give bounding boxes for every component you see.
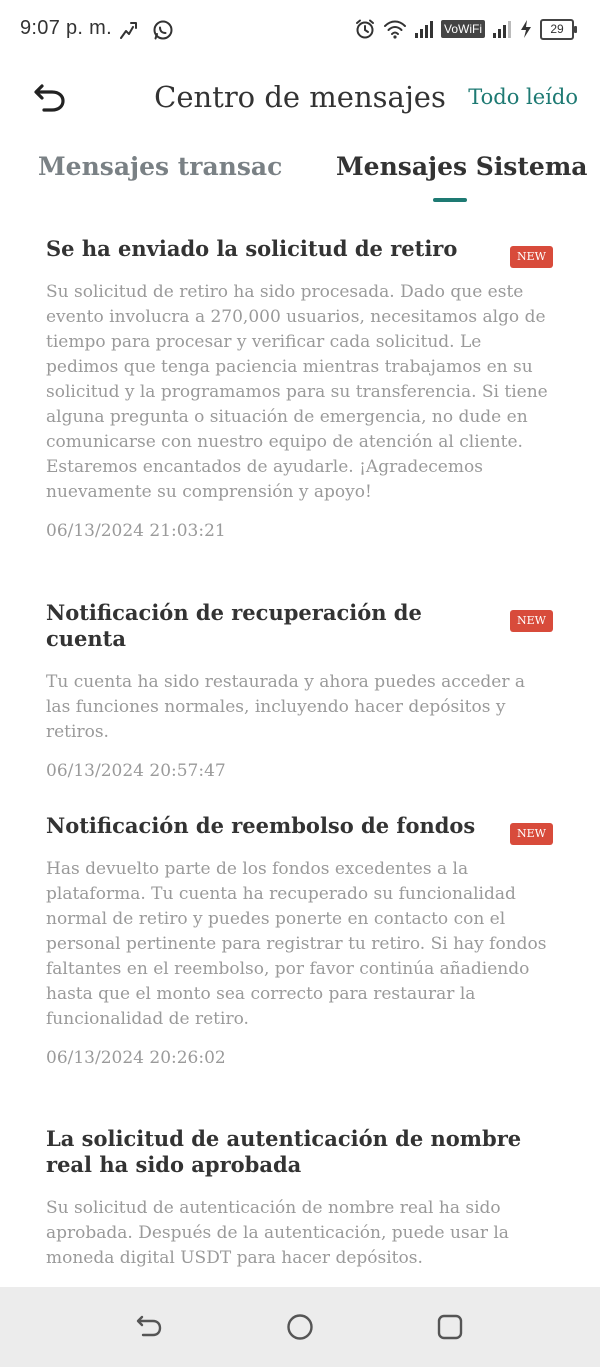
list-item[interactable] bbox=[0, 600, 600, 781]
message-body: Su solicitud de autenticación de nombre real ha sido aprobada. Después de la autenticación, puede usar la moneda digital USDT para hacer depósitos. bbox=[46, 1198, 509, 1268]
charging-icon bbox=[519, 19, 533, 39]
message-date: 06/13/2024 20:26:02 bbox=[46, 1048, 226, 1068]
signal-icon bbox=[492, 19, 512, 39]
message-body: Su solicitud de retiro ha sido procesada. Dado que este evento involucra a 270,000 usuarios, necesitamos algo de tiempo para procesar y verificar cada solicitud. Le pedimos que tenga paciencia mientras trabajamos en su solicitud y la programamos para su transferencia. Si tiene alguna pregunta o situación de emergencia, no dude en comunicarse con nuestro equipo de atención al cliente. Estaremos encantados de ayudarle. ¡Agradecemos nuevamente su comprensión y apoyo! bbox=[46, 282, 548, 502]
status-time: 9:07 p. m. bbox=[20, 17, 112, 39]
new-badge: NEW bbox=[510, 610, 553, 632]
signal-icon bbox=[414, 19, 434, 39]
status-right-icons bbox=[354, 18, 574, 40]
app-header bbox=[0, 60, 600, 140]
recents-icon bbox=[434, 1311, 466, 1343]
page-title: Centro de mensajes bbox=[154, 80, 446, 114]
nav-recents-button[interactable] bbox=[434, 1311, 466, 1343]
nav-back-button[interactable] bbox=[133, 1311, 165, 1343]
message-body: Tu cuenta ha sido restaurada y ahora puedes acceder a las funciones normales, incluyendo hacer depósitos y retiros. bbox=[46, 672, 526, 742]
status-left-icons bbox=[118, 19, 174, 41]
new-badge: NEW bbox=[510, 823, 553, 845]
alarm-icon bbox=[354, 18, 376, 40]
back-icon bbox=[133, 1311, 165, 1343]
tab-system-messages[interactable]: Mensajes Sistema bbox=[336, 152, 588, 181]
message-title: Notificación de reembolso de fondos bbox=[46, 813, 476, 838]
system-nav-bar bbox=[0, 1287, 600, 1367]
new-badge: NEW bbox=[510, 246, 553, 268]
home-icon bbox=[284, 1311, 316, 1343]
mark-all-read-button[interactable]: Todo leído bbox=[468, 85, 578, 109]
message-title: Se ha enviado la solicitud de retiro bbox=[46, 236, 458, 261]
message-date: 06/13/2024 21:03:21 bbox=[46, 521, 226, 541]
message-title: Notificación de recuperación de cuenta bbox=[46, 600, 422, 651]
active-tab-indicator bbox=[433, 198, 467, 202]
list-item[interactable] bbox=[0, 1126, 600, 1271]
status-bar bbox=[0, 0, 600, 60]
list-item[interactable] bbox=[0, 236, 600, 541]
nav-home-button[interactable] bbox=[284, 1311, 316, 1343]
tab-bar bbox=[0, 140, 600, 215]
message-body: Has devuelto parte de los fondos excedentes a la plataforma. Tu cuenta ha recuperado su funcionalidad normal de retiro y puedes ponerte en contacto con el personal pertinente para registrar tu retiro. Si hay fondos faltantes en el reembolso, por favor continúa añadiendo hasta que el monto sea correcto para restaurar la funcionalidad de retiro. bbox=[46, 859, 547, 1029]
tab-transaction-messages[interactable]: Mensajes transac bbox=[38, 152, 283, 181]
vowifi-badge: VoWiFi bbox=[441, 20, 485, 38]
list-item[interactable] bbox=[0, 813, 600, 1068]
message-date: 06/13/2024 20:57:47 bbox=[46, 761, 226, 781]
whatsapp-icon bbox=[152, 19, 174, 41]
wifi-icon bbox=[383, 18, 407, 40]
battery-icon: 29 bbox=[540, 19, 574, 40]
activity-icon bbox=[118, 19, 140, 41]
message-title: La solicitud de autenticación de nombre real ha sido aprobada bbox=[46, 1126, 522, 1177]
